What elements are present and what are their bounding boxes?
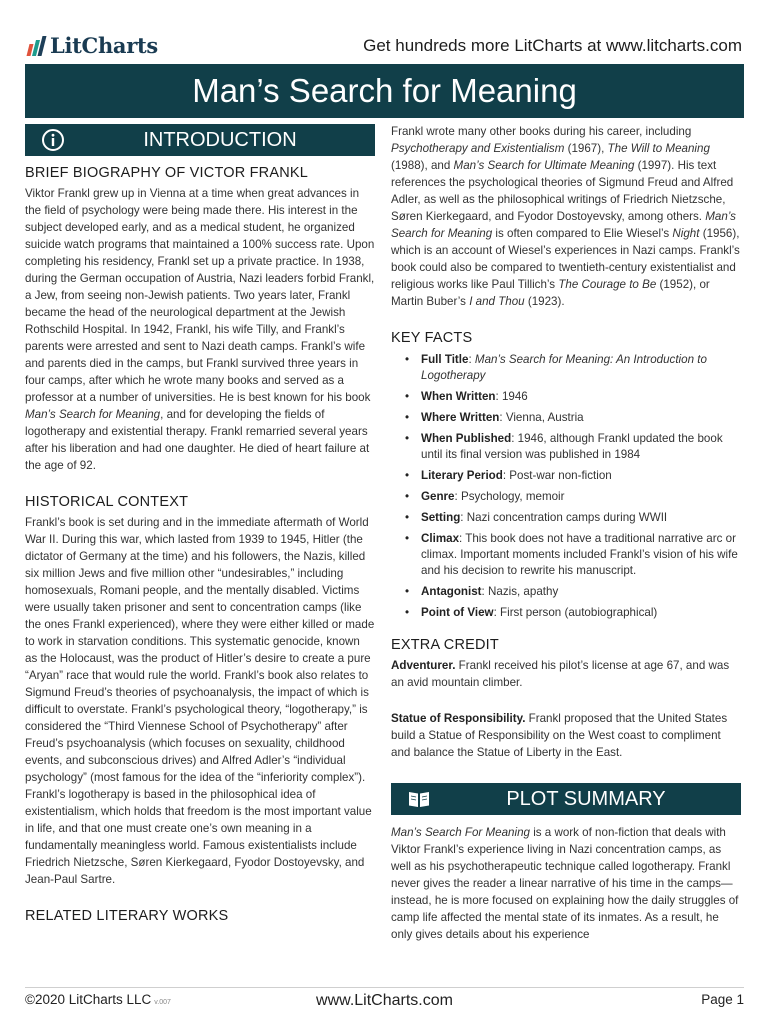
page-header bbox=[0, 0, 768, 64]
key-fact-item: • Setting: Nazi concentration camps during WWII bbox=[391, 510, 741, 526]
footer-divider bbox=[25, 987, 744, 988]
biography-heading: BRIEF BIOGRAPHY OF VICTOR FRANKL bbox=[25, 165, 309, 181]
footer-copyright: ©2020 LitCharts LLC v.007 bbox=[25, 992, 171, 1007]
plot-summary-text: Man’s Search For Meaning is a work of non-fiction that deals with Viktor Frankl’s experience living in Nazi concentration camps, as well as his psychotherapeutic technique called logotherapy. Frankl never gives the reader a linear narrative of his time in the camps—instead, he is more focused on explaining how the daily struggles of camp life affected the mental state of its inmates. As a result, he only gives details about his experience bbox=[391, 826, 739, 941]
extra-credit-heading: EXTRA CREDIT bbox=[391, 637, 499, 653]
key-fact-item: • When Published: 1946, although Frankl updated the book until its final version was published in 1984 bbox=[391, 431, 741, 463]
key-facts-list bbox=[391, 352, 741, 621]
key-fact-item: • Where Written: Vienna, Austria bbox=[391, 410, 741, 426]
historical-context-text: Frankl’s book is set during and in the immediate aftermath of World War II. During this war, which lasted from 1939 to 1945, Hitler (the dictator of Germany at the time) and his followers, the Nazis, killed six million Jews and five million other “undesirables,” including homosexuals, Romani people, and the mentally disabled. Victims were usually taken prisoner and sent to concentration camps (like the ones Frankl experienced), where they were either killed or made to work in starvation conditions. This systematic genocide, known as the Holocaust, was the product of Hitler’s desire to create a pure “Aryan” race that would rule the world. Frankl’s book also relates to Sigmund Freud’s theories of psychoanalysis, the impact of which is difficult to overstate. Frankl’s psychological theory, “logotherapy,” is considered the “Third Viennese School of Psychotherapy” after Freud’s psychoanalysis (which focuses on sexuality, childhood events, and subconscious drives) and Alfred Adler’s “individual psychology” (most famous for the idea of the “inferiority complex”). Frankl’s logotherapy is based in the philosophical idea of existentialism, which holds that freedom is the most important value in life, and that one must create one’s own meaning in a fundamentally meaningless world. Famous existentialists include Friedrich Nietzsche, Søren Kierkegaard, Fyodor Dostoyevsky, and Jean-Paul Sartre. bbox=[25, 516, 375, 886]
historical-context-heading: HISTORICAL CONTEXT bbox=[25, 494, 189, 510]
header-tagline[interactable]: Get hundreds more LitCharts at www.litcharts.com bbox=[363, 36, 742, 55]
extra-credit-statue: Statue of Responsibility. Frankl proposed that the United States build a Statue of Responsibility on the West coast to compliment and balance the Statue of Liberty in the East. bbox=[391, 712, 728, 759]
extra-credit-adventurer: Adventurer. Frankl received his pilot’s license at age 67, and was an avid mountain climber. bbox=[391, 659, 730, 689]
logo-bars-icon bbox=[28, 36, 44, 56]
key-fact-item: • Literary Period: Post-war non-fiction bbox=[391, 468, 741, 484]
introduction-label: INTRODUCTION bbox=[143, 129, 297, 151]
footer-site-link[interactable]: www.LitCharts.com bbox=[316, 992, 453, 1009]
key-fact-item: • Point of View: First person (autobiographical) bbox=[391, 605, 741, 621]
biography-text: Viktor Frankl grew up in Vienna at a time when great advances in the field of psychology were being made there. His interest in the subject developed early, and as a medical student, he organized suicide watch programs that maintained a 100% success rate. Upon completing his residency, Frankl set up a private practice. In 1938, during the German occupation of Austria, Nazi leaders forbid Frankl, a Jew, from seeing non-Jewish patients. Two years later, Frankl became the head of the neurological department at the Jewish Rothschild Hospital. In 1942, Frankl, his wife Tilly, and Frankl’s parents were arrested and sent to Nazi death camps. Frankl’s wife and parents died in the camps, but Frankl survived three years in four camps, after which he wrote many books and served as a professor at a number of universities. He is best known for his book Man’s Search for Meaning, and for developing the fields of logotherapy and existential therapy. Frankl remarried several years after his liberation and had one daughter. He died of heart failure at the age of 92. bbox=[25, 187, 375, 472]
introduction-header bbox=[25, 124, 375, 156]
litcharts-logo[interactable] bbox=[28, 33, 158, 58]
logo-text: LitCharts bbox=[50, 33, 158, 58]
page-title: Man’s Search for Meaning bbox=[25, 64, 744, 118]
footer-page-number: Page 1 bbox=[701, 992, 744, 1007]
key-fact-item: • Climax: This book does not have a traditional narrative arc or climax. Important moments included Frankl’s vision of his wife and his decision to rewrite his manuscript. bbox=[391, 531, 741, 579]
related-works-heading: RELATED LITERARY WORKS bbox=[25, 908, 229, 924]
plot-summary-header bbox=[391, 783, 741, 815]
key-fact-item: • Antagonist: Nazis, apathy bbox=[391, 584, 741, 600]
related-works-text: Frankl wrote many other books during his career, including Psychotherapy and Existentialism (1967), The Will to Meaning (1988), and Man’s Search for Ultimate Meaning (1997). His text references the psychological theories of Sigmund Freud and Alfred Adler, as well as the philosophical writings of Friedrich Nietzsche, Søren Kierkegaard, and Fyodor Dostoyevsky, among others. Man’s Search for Meaning is often compared to Elie Wiesel’s Night (1956), which is an account of Wiesel’s experiences in Nazi camps. Frankl’s book could also be compared to twentieth-century existentialist and religious works like Paul Tillich’s The Courage to Be (1952), or Martin Buber’s I and Thou (1923). bbox=[391, 125, 740, 308]
key-facts-heading: KEY FACTS bbox=[391, 330, 473, 346]
left-column bbox=[25, 124, 375, 928]
page-footer bbox=[25, 988, 744, 1016]
key-fact-item: • When Written: 1946 bbox=[391, 389, 741, 405]
right-column bbox=[391, 123, 741, 943]
plot-summary-label: PLOT SUMMARY bbox=[506, 788, 666, 810]
key-fact-item: • Full Title: Man’s Search for Meaning: An Introduction to Logotherapy bbox=[391, 352, 741, 384]
key-fact-item: • Genre: Psychology, memoir bbox=[391, 489, 741, 505]
